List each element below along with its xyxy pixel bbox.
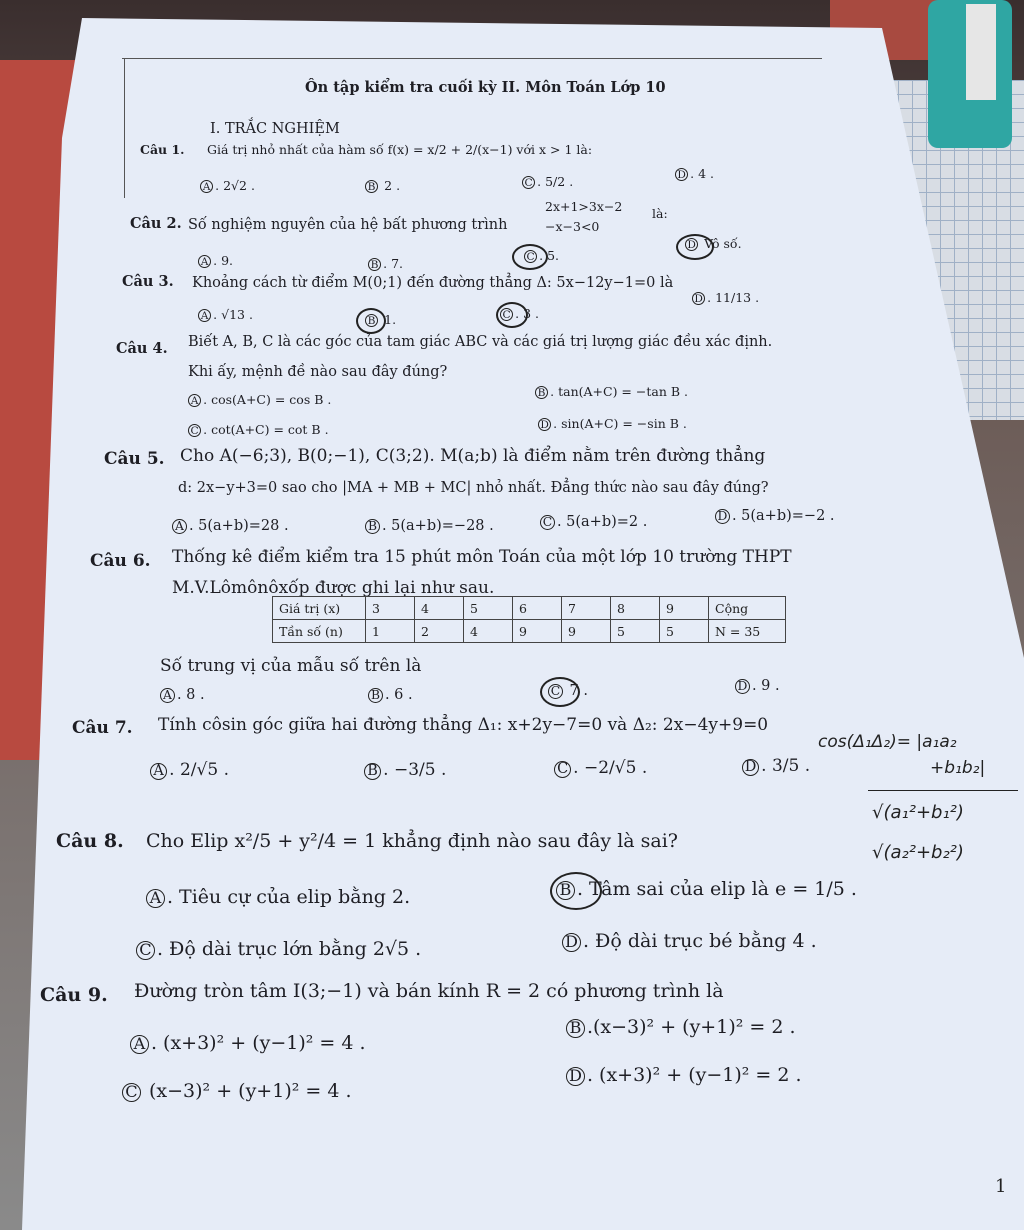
handwritten-note: cos(Δ₁Δ₂)= |a₁a₂ (818, 732, 957, 752)
page-title: Ôn tập kiểm tra cuối kỳ II. Môn Toán Lớp 10 (305, 79, 666, 96)
question-suffix: là: (652, 206, 668, 221)
table-row (273, 620, 786, 643)
question-label: Câu 3. (122, 273, 174, 290)
table-cell: N = 35 (709, 620, 786, 643)
option-a: A . 8 . (160, 687, 205, 703)
question-text: Cho Elip x²/5 + y²/4 = 1 khẳng định nào sau đây là sai? (146, 830, 678, 852)
option-d: D . Độ dài trục bé bằng 4 . (562, 930, 817, 952)
option-a: A . cos(A+C) = cos B . (188, 392, 331, 407)
question-text: Cho A(−6;3), B(0;−1), C(3;2). M(a;b) là điểm nằm trên đường thẳng (180, 446, 766, 466)
table-cell: 6 (513, 597, 562, 620)
question-text: Khoảng cách từ điểm M(0;1) đến đường thẳng Δ: 5x−12y−1=0 là (192, 275, 674, 291)
option-a: A . 9. (198, 253, 233, 268)
table-cell: 9 (513, 620, 562, 643)
option-b: B . 7. (368, 256, 403, 271)
table-cell: 3 (366, 597, 415, 620)
handwritten-note: √(a₂²+b₂²) (872, 842, 964, 863)
option-a: A . 2/√5 . (150, 760, 229, 780)
table-cell: 4 (464, 620, 513, 643)
table-cell: 9 (562, 620, 611, 643)
option-b: B 1. (365, 312, 396, 327)
option-a: A . 5(a+b)=28 . (172, 518, 289, 534)
answer-circle (550, 872, 602, 910)
question-label: Câu 5. (104, 449, 165, 469)
table-cell: Cộng (709, 597, 786, 620)
option-a: A . Tiêu cự của elip bằng 2. (146, 886, 410, 908)
answer-circle (496, 302, 528, 328)
section-heading: I. TRẮC NGHIỆM (210, 121, 340, 137)
option-d: D Vô số. (685, 236, 742, 251)
frame-line (122, 58, 822, 59)
inequality-2: −x−3<0 (545, 219, 600, 234)
option-d: D . 5(a+b)=−2 . (715, 508, 835, 524)
answer-circle (540, 677, 580, 707)
table-cell: 9 (660, 597, 709, 620)
option-d: D . 9 . (735, 678, 780, 694)
answer-circle (512, 244, 548, 270)
option-b: B . 5(a+b)=−28 . (365, 518, 494, 534)
option-a: A . 2√2 . (200, 178, 255, 193)
question-text: Thống kê điểm kiểm tra 15 phút môn Toán của một lớp 10 trường THPT (172, 547, 792, 567)
option-d: D . 11/13 . (692, 290, 759, 305)
option-c: C . Độ dài trục lớn bằng 2√5 . (136, 938, 421, 960)
option-d: D . (x+3)² + (y−1)² = 2 . (566, 1064, 802, 1086)
table-row (273, 597, 786, 620)
question-label: Câu 4. (116, 340, 168, 357)
question-text: Tính côsin góc giữa hai đường thẳng Δ₁: x+2y−7=0 và Δ₂: 2x−4y+9=0 (158, 715, 769, 735)
inequality-1: 2x+1>3x−2 (545, 199, 623, 214)
option-c: C . 5. (524, 248, 559, 263)
table-cell: 4 (415, 597, 464, 620)
question-text-2: Khi ấy, mệnh đề nào sau đây đúng? (188, 364, 448, 380)
option-b: B .(x−3)² + (y+1)² = 2 . (566, 1016, 796, 1038)
question-label: Câu 2. (130, 215, 182, 232)
option-c: C . 5/2 . (522, 174, 573, 189)
option-d: D . 3/5 . (742, 756, 810, 776)
table-cell: Tần số (n) (273, 620, 366, 643)
table-cell: 7 (562, 597, 611, 620)
table-cell: Giá trị (x) (273, 597, 366, 620)
answer-circle (676, 234, 714, 260)
question-label: Câu 1. (140, 142, 185, 157)
option-c: C . cot(A+C) = cot B . (188, 422, 329, 437)
question-text: Đường tròn tâm I(3;−1) và bán kính R = 2 có phương trình là (134, 980, 724, 1002)
option-d: D . sin(A+C) = −sin B . (538, 416, 687, 431)
table-cell: 8 (611, 597, 660, 620)
question-text-2: M.V.Lômônôxốp được ghi lại như sau. (172, 578, 495, 598)
question-text-3: Số trung vị của mẫu số trên là (160, 656, 422, 676)
question-text: Số nghiệm nguyên của hệ bất phương trình (188, 217, 508, 233)
table-cell: 5 (660, 620, 709, 643)
option-b: B . −3/5 . (364, 760, 446, 780)
option-b: B 2 . (365, 178, 400, 193)
table-cell: 2 (415, 620, 464, 643)
question-label: Câu 7. (72, 718, 133, 738)
question-label: Câu 8. (56, 830, 124, 852)
frame-line (124, 58, 125, 198)
frequency-table (272, 596, 786, 643)
page-number: 1 (995, 1176, 1007, 1197)
option-c: C . 3 . (500, 306, 539, 321)
glue-bottle (928, 0, 1012, 148)
table-cell: 5 (611, 620, 660, 643)
option-c: C . −2/√5 . (554, 758, 647, 778)
option-b: B . tan(A+C) = −tan B . (535, 384, 688, 399)
option-a: A . (x+3)² + (y−1)² = 4 . (130, 1032, 366, 1054)
table-cell: 1 (366, 620, 415, 643)
option-d: D . 4 . (675, 166, 714, 181)
answer-circle (356, 308, 386, 334)
fraction-bar (868, 790, 1018, 791)
question-label: Câu 9. (40, 984, 108, 1006)
option-b: B . Tâm sai của elip là e = 1/5 . (556, 878, 857, 900)
option-c: C (x−3)² + (y+1)² = 4 . (122, 1080, 352, 1102)
question-text: Biết A, B, C là các góc của tam giác ABC và các giá trị lượng giác đều xác định. (188, 334, 773, 350)
question-label: Câu 6. (90, 551, 151, 571)
option-b: B . 6 . (368, 687, 413, 703)
table-cell: 5 (464, 597, 513, 620)
option-c: C . 5(a+b)=2 . (540, 514, 647, 530)
handwritten-note: +b₁b₂| (930, 758, 986, 778)
question-text: Giá trị nhỏ nhất của hàm số f(x) = x/2 + 2/(x−1) với x > 1 là: (207, 142, 593, 157)
handwritten-note: √(a₁²+b₁²) (872, 802, 964, 823)
option-a: A . √13 . (198, 307, 253, 322)
question-text-2: d: 2x−y+3=0 sao cho |MA + MB + MC| nhỏ nhất. Đẳng thức nào sau đây đúng? (178, 480, 769, 496)
option-c: C 7 . (548, 683, 588, 699)
